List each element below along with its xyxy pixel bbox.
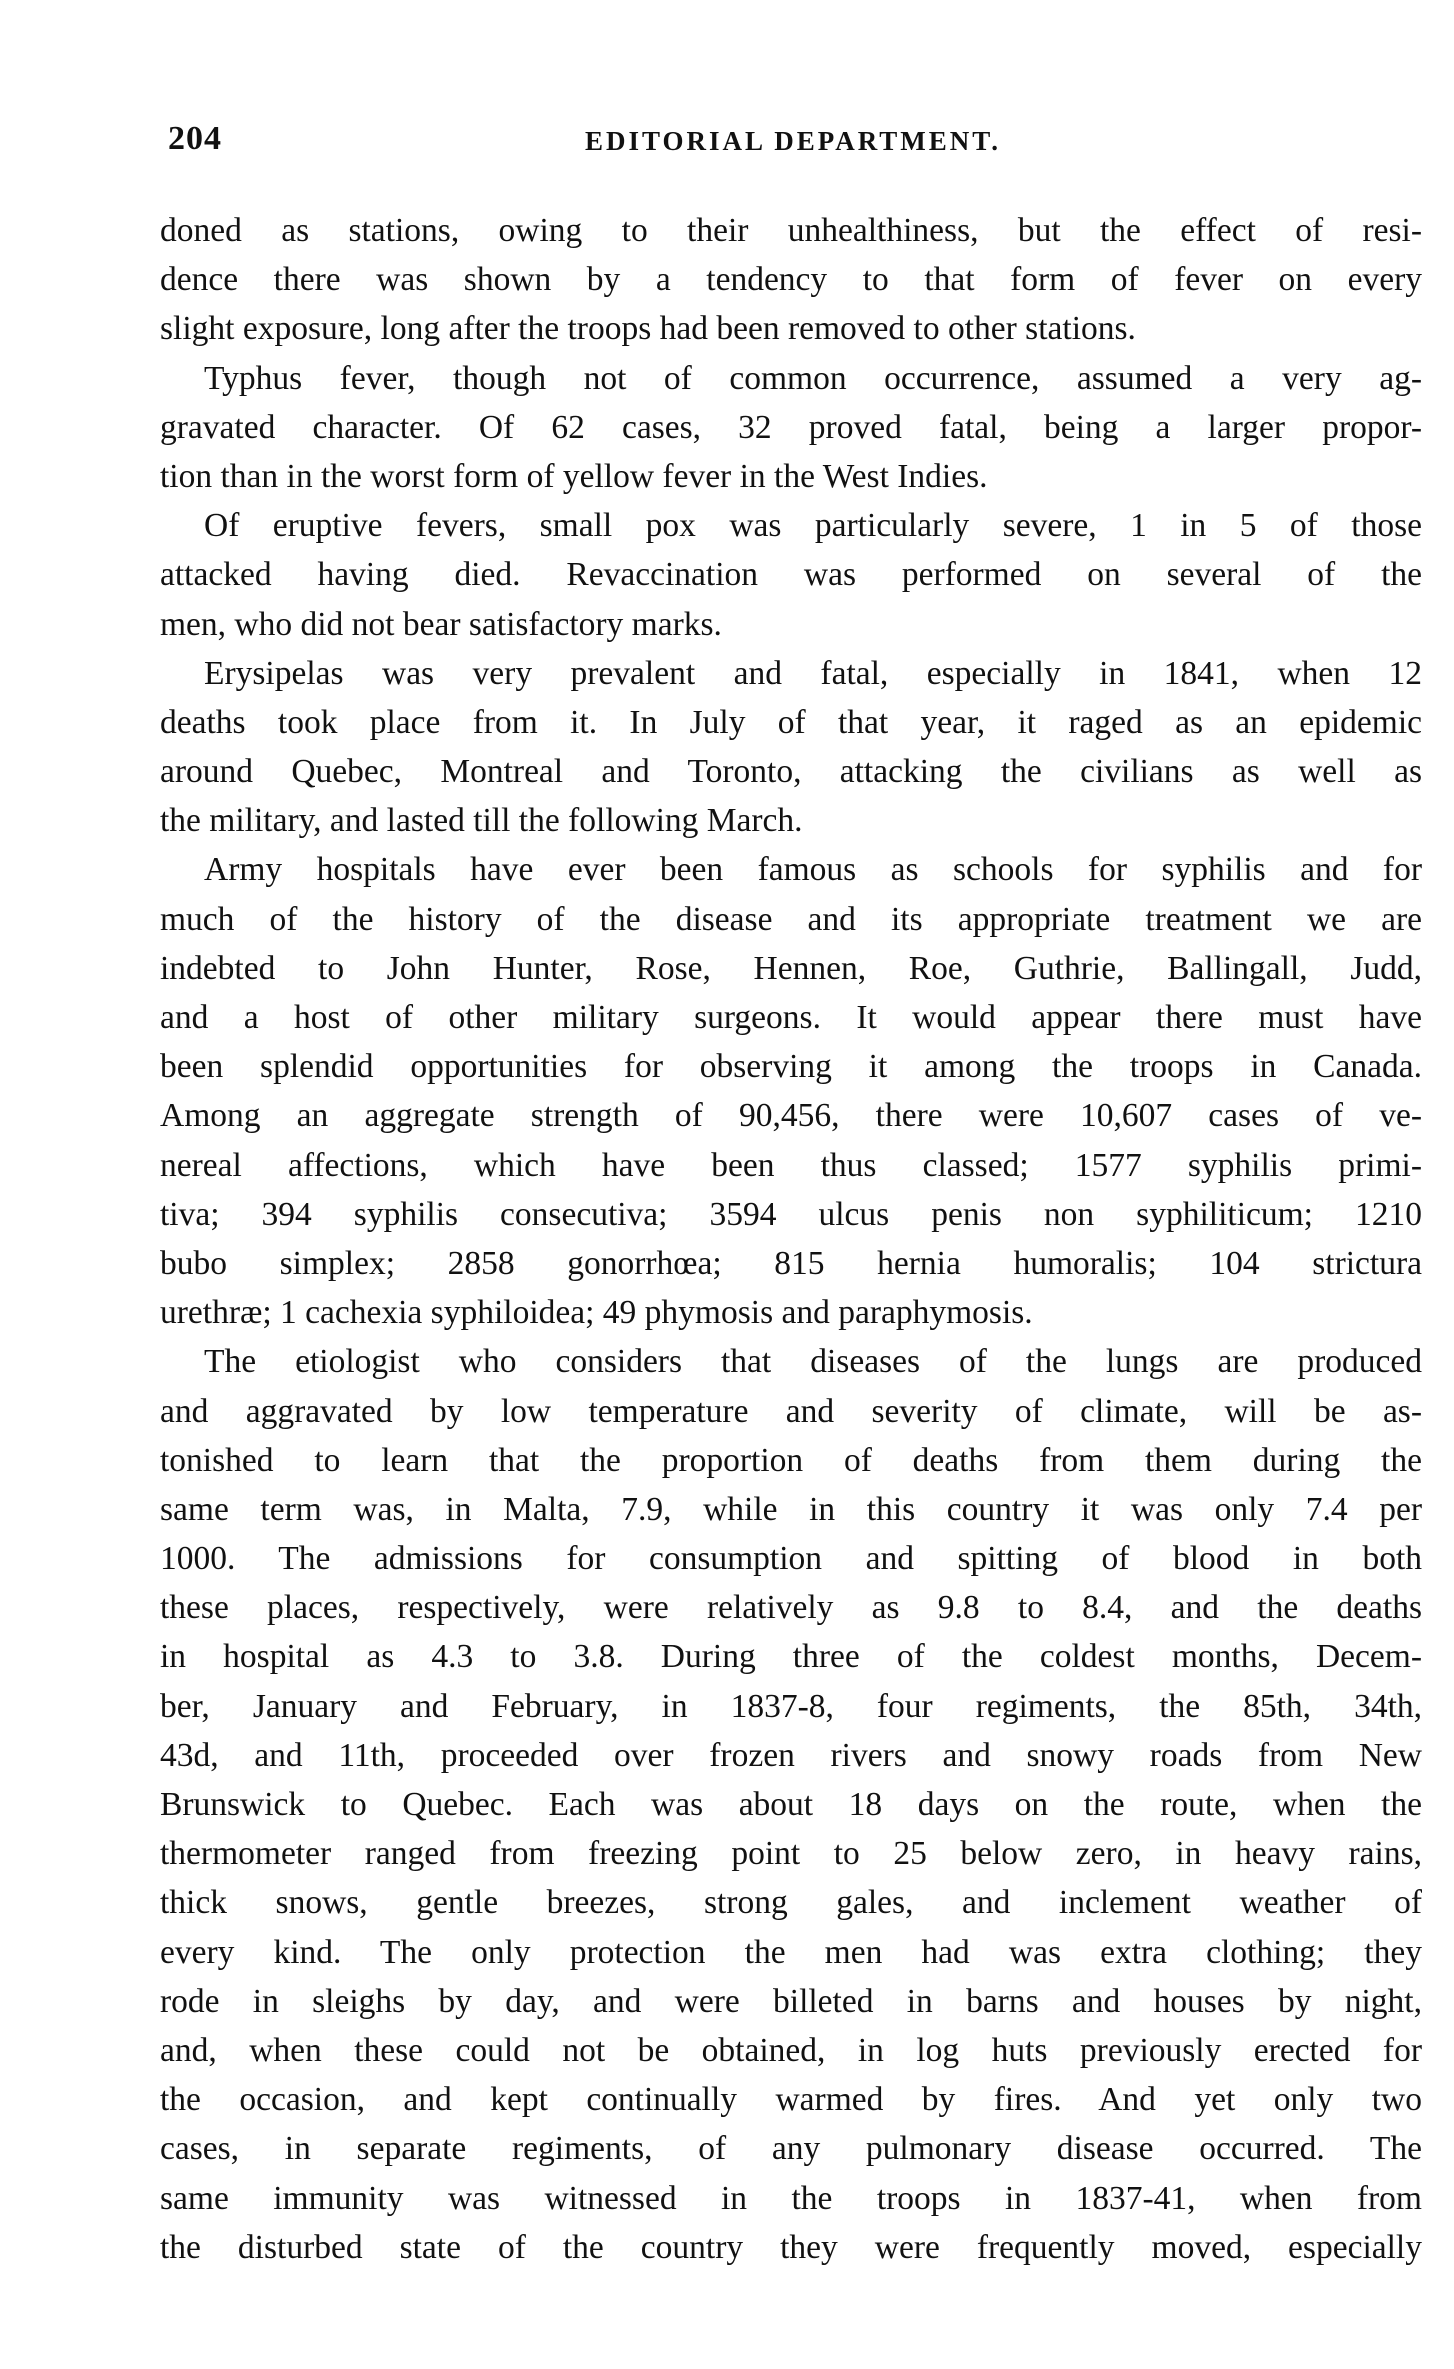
text-line: men, who did not bear satisfactory marks.: [160, 605, 722, 643]
text-line: the occasion, and kept continually warmed by fires. And yet only two: [160, 2081, 1422, 2119]
text-line: 43d, and 11th, proceeded over frozen rivers and snowy roads from New: [160, 1736, 1422, 1774]
text-line: doned as stations, owing to their unhealthiness, but the effect of resi-: [160, 212, 1422, 249]
body-text: [160, 206, 1422, 2272]
text-line: thick snows, gentle breezes, strong gales, and inclement weather of: [160, 1884, 1422, 1922]
paragraph-start-line: Army hospitals have ever been famous as schools for syphilis and for: [204, 851, 1422, 889]
paragraph-start-line: Typhus fever, though not of common occurrence, assumed a very ag-: [204, 359, 1422, 397]
running-head: [168, 120, 1418, 164]
text-line: the military, and lasted till the following March.: [160, 802, 803, 840]
text-line: same immunity was witnessed in the troops in 1837-41, when from: [160, 2179, 1422, 2217]
text-line: much of the history of the disease and its appropriate treatment we are: [160, 900, 1422, 938]
text-line: urethræ; 1 cachexia syphiloidea; 49 phymosis and paraphymosis.: [160, 1294, 1033, 1332]
text-line: and, when these could not be obtained, in log huts previously erected for: [160, 2031, 1422, 2069]
text-line: dence there was shown by a tendency to that form of fever on every: [160, 261, 1422, 299]
text-line: bubo simplex; 2858 gonorrhœa; 815 hernia humoralis; 104 strictura: [160, 1244, 1422, 1282]
page-number: 204: [168, 120, 222, 157]
text-line: nereal affections, which have been thus classed; 1577 syphilis primi-: [160, 1146, 1422, 1184]
text-line: in hospital as 4.3 to 3.8. During three of the coldest months, Decem-: [160, 1638, 1422, 1676]
text-line: attacked having died. Revaccination was performed on several of the: [160, 556, 1422, 594]
text-line: and aggravated by low temperature and severity of climate, will be as-: [160, 1392, 1422, 1430]
text-line: the disturbed state of the country they were frequently moved, especially: [160, 2228, 1422, 2266]
paragraph-start-line: Of eruptive fevers, small pox was particularly severe, 1 in 5 of those: [204, 507, 1422, 545]
text-line: indebted to John Hunter, Rose, Hennen, Roe, Guthrie, Ballingall, Judd,: [160, 949, 1422, 987]
text-line: and a host of other military surgeons. It would appear there must have: [160, 999, 1422, 1036]
text-line: deaths took place from it. In July of that year, it raged as an epidemic: [160, 703, 1422, 741]
text-line: rode in sleighs by day, and were billeted in barns and houses by night,: [160, 1982, 1422, 2020]
text-line: Among an aggregate strength of 90,456, there were 10,607 cases of ve-: [160, 1097, 1422, 1135]
text-line: ber, January and February, in 1837-8, four regiments, the 85th, 34th,: [160, 1687, 1422, 1725]
text-line: been splendid opportunities for observing it among the troops in Canada.: [160, 1048, 1422, 1086]
paragraph-start-line: Erysipelas was very prevalent and fatal, especially in 1841, when 12: [204, 654, 1422, 692]
text-line: gravated character. Of 62 cases, 32 proved fatal, being a larger propor-: [160, 408, 1422, 446]
text-line: tiva; 394 syphilis consecutiva; 3594 ulcus penis non syphiliticum; 1210: [160, 1195, 1422, 1233]
text-line: slight exposure, long after the troops had been removed to other stations.: [160, 310, 1136, 348]
text-line: 1000. The admissions for consumption and spitting of blood in both: [160, 1540, 1422, 1578]
text-line: tonished to learn that the proportion of deaths from them during the: [160, 1441, 1422, 1479]
text-line: Brunswick to Quebec. Each was about 18 days on the route, when the: [160, 1786, 1422, 1823]
text-line: thermometer ranged from freezing point to 25 below zero, in heavy rains,: [160, 1835, 1422, 1873]
paragraph-start-line: The etiologist who considers that diseases of the lungs are produced: [204, 1343, 1422, 1381]
text-line: around Quebec, Montreal and Toronto, attacking the civilians as well as: [160, 753, 1422, 791]
text-line: every kind. The only protection the men had was extra clothing; they: [160, 1933, 1422, 1971]
text-line: tion than in the worst form of yellow fever in the West Indies.: [160, 457, 988, 495]
text-line: cases, in separate regiments, of any pulmonary disease occurred. The: [160, 2130, 1422, 2168]
text-line: these places, respectively, were relatively as 9.8 to 8.4, and the deaths: [160, 1589, 1422, 1627]
text-line: same term was, in Malta, 7.9, while in this country it was only 7.4 per: [160, 1490, 1422, 1528]
running-head-title: EDITORIAL DEPARTMENT.: [584, 126, 1002, 156]
